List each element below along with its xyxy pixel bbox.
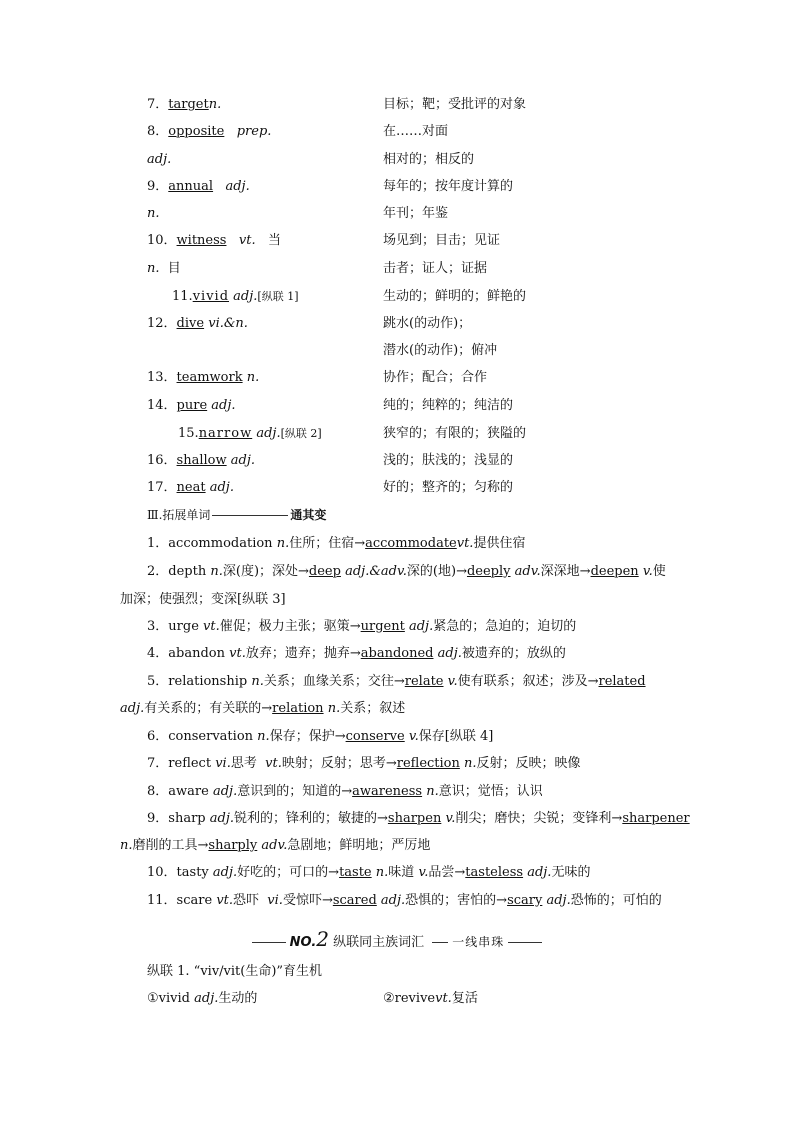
vocab-meaning: 生动的；鲜明的；鲜艳的 xyxy=(383,289,527,304)
split-text: 目 xyxy=(167,261,181,276)
vocab-meaning: 狭窄的；有限的；狭隘的 xyxy=(383,426,527,441)
vocab-row-12 xyxy=(0,314,794,334)
meaning: 紧急的；急迫的；迫切的 xyxy=(433,619,577,634)
vocab-row-17 xyxy=(0,478,794,498)
vocab-meaning: 协作；配合；合作 xyxy=(383,370,488,385)
link-word: ②revive xyxy=(383,991,436,1006)
part-of-speech: n. xyxy=(251,674,264,689)
link-1-item-1 xyxy=(147,987,257,1006)
meaning: 使 xyxy=(652,564,666,579)
part-of-speech: vi.&n. xyxy=(208,316,248,331)
derived-word: reflection xyxy=(396,756,460,771)
part-of-speech: n. xyxy=(276,536,290,551)
part-of-speech: adj. xyxy=(380,893,406,908)
part-of-speech: adj. xyxy=(212,865,238,880)
derived-word: deepen xyxy=(590,564,639,579)
ext-entry-11 xyxy=(147,889,662,908)
item-number: 7． xyxy=(147,97,169,112)
vocab-meaning: 潜水(的动作)；俯冲 xyxy=(383,343,498,358)
vocab-word: neat xyxy=(176,480,206,495)
item-number: 11. xyxy=(172,289,193,304)
part-of-speech: n. xyxy=(147,261,160,276)
vocab-meaning: 浅的；肤浅的；浅显的 xyxy=(383,453,514,468)
vocab-word: target xyxy=(168,97,209,112)
part-of-speech: vt. xyxy=(265,756,282,771)
derived-word: related xyxy=(598,674,646,689)
derived-word: conserve xyxy=(345,729,405,744)
ext-entry-5-cont xyxy=(120,697,405,716)
part-of-speech: n. xyxy=(426,784,439,799)
derived-word: sharply xyxy=(208,838,258,853)
banner-rule-right xyxy=(508,942,542,943)
meaning: 保存；保护→ xyxy=(269,729,346,744)
banner-rule-mid xyxy=(432,942,448,943)
derived-word: sharpen xyxy=(387,811,442,826)
vocab-word: dive xyxy=(176,316,205,331)
meaning: 保存[纵联 4] xyxy=(418,729,494,744)
vocab-row-10 xyxy=(0,231,794,251)
vocab-row-14 xyxy=(0,396,794,416)
vocab-word: pure xyxy=(176,398,208,413)
derived-word: taste xyxy=(339,865,372,880)
vocab-row-7 xyxy=(0,95,794,115)
meaning: 反射；反映；映像 xyxy=(476,756,581,771)
meaning: 放弃；遗弃；抛弃→ xyxy=(245,646,361,661)
link-1-item-2 xyxy=(383,987,478,1006)
ext-entry-9-cont xyxy=(120,834,430,853)
vocab-row-13 xyxy=(0,368,794,388)
part-of-speech: v. xyxy=(445,811,456,826)
meaning: 意识；觉悟；认识 xyxy=(438,784,543,799)
item-number: 1． xyxy=(147,536,169,551)
part-of-speech: n. xyxy=(257,729,270,744)
section-banner xyxy=(0,927,794,951)
vocab-row-10b xyxy=(0,259,794,279)
part-of-speech: n. xyxy=(327,701,341,716)
meaning: 使有联系；叙述；涉及→ xyxy=(457,674,599,689)
vocab-meaning: 每年的；按年度计算的 xyxy=(383,179,514,194)
derived-word: awareness xyxy=(352,784,423,799)
part-of-speech: v. xyxy=(408,729,419,744)
vocab-row-9b xyxy=(0,204,794,224)
vocab-word: narrow xyxy=(198,426,253,441)
vocab-meaning: 跳水(的动作)； xyxy=(383,316,472,331)
banner-rule-left xyxy=(252,942,286,943)
meaning: 恐吓 xyxy=(233,893,260,908)
item-number: 12． xyxy=(147,316,177,331)
derived-word: deep xyxy=(308,564,341,579)
vocab-meaning: 击者；证人；证据 xyxy=(383,261,488,276)
part-of-speech: vt. xyxy=(456,536,474,551)
base-word: reflect xyxy=(168,756,212,771)
item-number: 6． xyxy=(147,729,169,744)
section-title-extension xyxy=(0,505,794,525)
item-number: 14． xyxy=(147,398,177,413)
derived-word: relation xyxy=(272,701,324,716)
ext-entry-2 xyxy=(147,560,666,579)
part-of-speech: adj. xyxy=(230,453,256,468)
item-number: 2． xyxy=(147,564,169,579)
link-tag: [纵联 2] xyxy=(280,427,322,440)
base-word: accommodation xyxy=(168,536,273,551)
part-of-speech: adj. xyxy=(211,398,236,413)
part-of-speech: adj. xyxy=(194,991,219,1006)
vocab-meaning: 相对的；相反的 xyxy=(383,152,475,167)
part-of-speech: adj. xyxy=(546,893,571,908)
part-of-speech: n. xyxy=(147,206,160,221)
derived-word: accommodate xyxy=(365,536,457,551)
part-of-speech: v. xyxy=(418,865,429,880)
item-number: 10． xyxy=(147,865,177,880)
base-word: urge xyxy=(168,619,199,634)
meaning: 思考 xyxy=(230,756,257,771)
vocab-row-15 xyxy=(0,424,794,444)
meaning: 催促；极力主张；驱策→ xyxy=(219,619,361,634)
ext-entry-6 xyxy=(147,725,493,744)
vocab-row-12b xyxy=(0,341,794,361)
derived-word: sharpener xyxy=(622,811,690,826)
vocab-row-11 xyxy=(0,287,794,307)
link-tag: [纵联 1] xyxy=(257,290,299,303)
vocab-meaning: 纯的；纯粹的；纯洁的 xyxy=(383,398,514,413)
part-of-speech: vt. xyxy=(229,646,246,661)
banner-subtitle: 一线串珠 xyxy=(452,935,505,949)
base-word: aware xyxy=(168,784,209,799)
vocab-word: annual xyxy=(168,179,214,194)
item-number: 10． xyxy=(147,233,177,248)
part-of-speech: n. xyxy=(464,756,477,771)
section-note: 通其变 xyxy=(290,508,327,522)
meaning: 磨削的工具→ xyxy=(132,838,209,853)
meaning: 锐利的；锋利的；敏捷的→ xyxy=(234,811,388,826)
part-of-speech: v. xyxy=(447,674,458,689)
base-word: depth xyxy=(168,564,207,579)
item-number: 3． xyxy=(147,619,169,634)
part-of-speech: adj. xyxy=(212,784,238,799)
meaning: 复活 xyxy=(451,991,478,1006)
derived-word: urgent xyxy=(360,619,405,634)
vocab-word: vivid xyxy=(192,289,230,304)
vocab-row-9 xyxy=(0,177,794,197)
ext-entry-1 xyxy=(147,532,525,551)
section-label: Ⅲ.拓展单词 xyxy=(147,508,211,522)
derived-word: tasteless xyxy=(465,865,524,880)
vocab-row-8b xyxy=(0,150,794,170)
meaning: 深深地→ xyxy=(540,564,591,579)
meaning: 关系；血缘关系；交往→ xyxy=(263,674,405,689)
derived-word: scared xyxy=(332,893,377,908)
derived-word: abandoned xyxy=(360,646,434,661)
item-number: 11． xyxy=(147,893,177,908)
item-number: 4． xyxy=(147,646,169,661)
vocab-meaning: 场见到；目击；见证 xyxy=(383,233,501,248)
part-of-speech: adj. xyxy=(209,480,234,495)
part-of-speech: prep. xyxy=(236,124,272,139)
item-number: 7． xyxy=(147,756,169,771)
ext-entry-8 xyxy=(147,780,543,799)
part-of-speech: vt. xyxy=(216,893,234,908)
item-number: 9． xyxy=(147,811,169,826)
meaning: 生动的 xyxy=(218,991,258,1006)
part-of-speech: adj. xyxy=(233,289,258,304)
meaning: 好吃的；可口的→ xyxy=(237,865,340,880)
split-text: 当 xyxy=(267,233,281,248)
item-number: 13． xyxy=(147,370,177,385)
part-of-speech: n. xyxy=(208,97,222,112)
meaning: 被遗弃的；放纵的 xyxy=(461,646,566,661)
vocab-meaning: 在……对面 xyxy=(383,124,449,139)
base-word: scare xyxy=(176,893,213,908)
vocab-word: teamwork xyxy=(176,370,243,385)
banner-title: 纵联同主族词汇 xyxy=(333,935,425,950)
base-word: abandon xyxy=(168,646,225,661)
title-rule xyxy=(212,515,288,516)
part-of-speech: n. xyxy=(375,865,389,880)
vocab-row-8 xyxy=(0,122,794,142)
ext-entry-5 xyxy=(147,670,646,689)
link-1-title xyxy=(147,960,322,979)
ext-entry-10 xyxy=(147,861,590,880)
part-of-speech: vt. xyxy=(238,233,256,248)
base-word: tasty xyxy=(176,865,209,880)
part-of-speech: vi. xyxy=(215,756,231,771)
meaning: 品尝→ xyxy=(428,865,466,880)
vocab-meaning: 好的；整齐的；匀称的 xyxy=(383,480,514,495)
derived-word: relate xyxy=(404,674,444,689)
meaning: 有关系的；有关联的→ xyxy=(144,701,273,716)
part-of-speech: vt. xyxy=(435,991,452,1006)
item-number: 8． xyxy=(147,784,169,799)
meaning: 深的(地)→ xyxy=(406,564,467,579)
part-of-speech: adv. xyxy=(514,564,541,579)
meaning: 恐惧的；害怕的→ xyxy=(405,893,508,908)
base-word: relationship xyxy=(168,674,248,689)
vocab-word: witness xyxy=(176,233,227,248)
meaning: 关系；叙述 xyxy=(340,701,406,716)
part-of-speech: adj. xyxy=(225,179,250,194)
meaning: 深(度)；深处→ xyxy=(222,564,309,579)
ext-entry-4 xyxy=(147,642,566,661)
part-of-speech: adj. xyxy=(147,152,172,167)
vocab-word: opposite xyxy=(168,124,225,139)
meaning: 急剧地；鲜明地；严厉地 xyxy=(287,838,431,853)
item-number: 5． xyxy=(147,674,169,689)
ext-entry-9 xyxy=(147,807,690,826)
item-number: 17． xyxy=(147,480,177,495)
part-of-speech: adj. xyxy=(256,426,281,441)
base-word: conservation xyxy=(168,729,254,744)
meaning: 提供住宿 xyxy=(473,536,526,551)
banner-number: 2 xyxy=(316,927,329,951)
banner-prefix: NO. xyxy=(289,935,317,950)
link-title: 纵联 1. “viv/vit(生命)”育生机 xyxy=(147,964,323,979)
derived-word: scary xyxy=(507,893,543,908)
vocab-meaning: 年刊；年鉴 xyxy=(383,206,449,221)
meaning: 无味的 xyxy=(551,865,591,880)
meaning: 恐怖的；可怕的 xyxy=(570,893,662,908)
part-of-speech: adj. xyxy=(527,865,552,880)
part-of-speech: n. xyxy=(246,370,260,385)
meaning: 受惊吓→ xyxy=(282,893,333,908)
item-number: 9． xyxy=(147,179,169,194)
ext-entry-2-cont xyxy=(120,588,286,607)
meaning: 映射；反射；思考→ xyxy=(281,756,397,771)
part-of-speech: n. xyxy=(120,838,133,853)
meaning: 味道 xyxy=(388,865,415,880)
derived-word: deeply xyxy=(466,564,511,579)
meaning: 住所；住宿→ xyxy=(289,536,366,551)
meaning: 加深；使强烈；变深[纵联 3] xyxy=(120,592,286,607)
vocab-row-16 xyxy=(0,451,794,471)
part-of-speech: adj. xyxy=(408,619,434,634)
item-number: 16． xyxy=(147,453,177,468)
part-of-speech: vi. xyxy=(267,893,283,908)
item-number: 15. xyxy=(178,426,199,441)
part-of-speech: adj. xyxy=(437,646,462,661)
ext-entry-7 xyxy=(147,752,581,771)
item-number: 8． xyxy=(147,124,169,139)
part-of-speech: adj. xyxy=(120,701,145,716)
vocab-word: shallow xyxy=(176,453,227,468)
part-of-speech: v. xyxy=(642,564,653,579)
part-of-speech: n. xyxy=(210,564,223,579)
meaning: 意识到的；知道的→ xyxy=(237,784,353,799)
part-of-speech: adj.&adv. xyxy=(345,564,407,579)
ext-entry-3 xyxy=(147,615,576,634)
part-of-speech: adj. xyxy=(209,811,235,826)
part-of-speech: vt. xyxy=(203,619,220,634)
link-word: ①vivid xyxy=(147,991,190,1006)
part-of-speech: adv. xyxy=(261,838,288,853)
vocab-meaning: 目标；靶；受批评的对象 xyxy=(383,97,527,112)
meaning: 削尖；磨快；尖锐；变锋利→ xyxy=(455,811,623,826)
base-word: sharp xyxy=(168,811,206,826)
